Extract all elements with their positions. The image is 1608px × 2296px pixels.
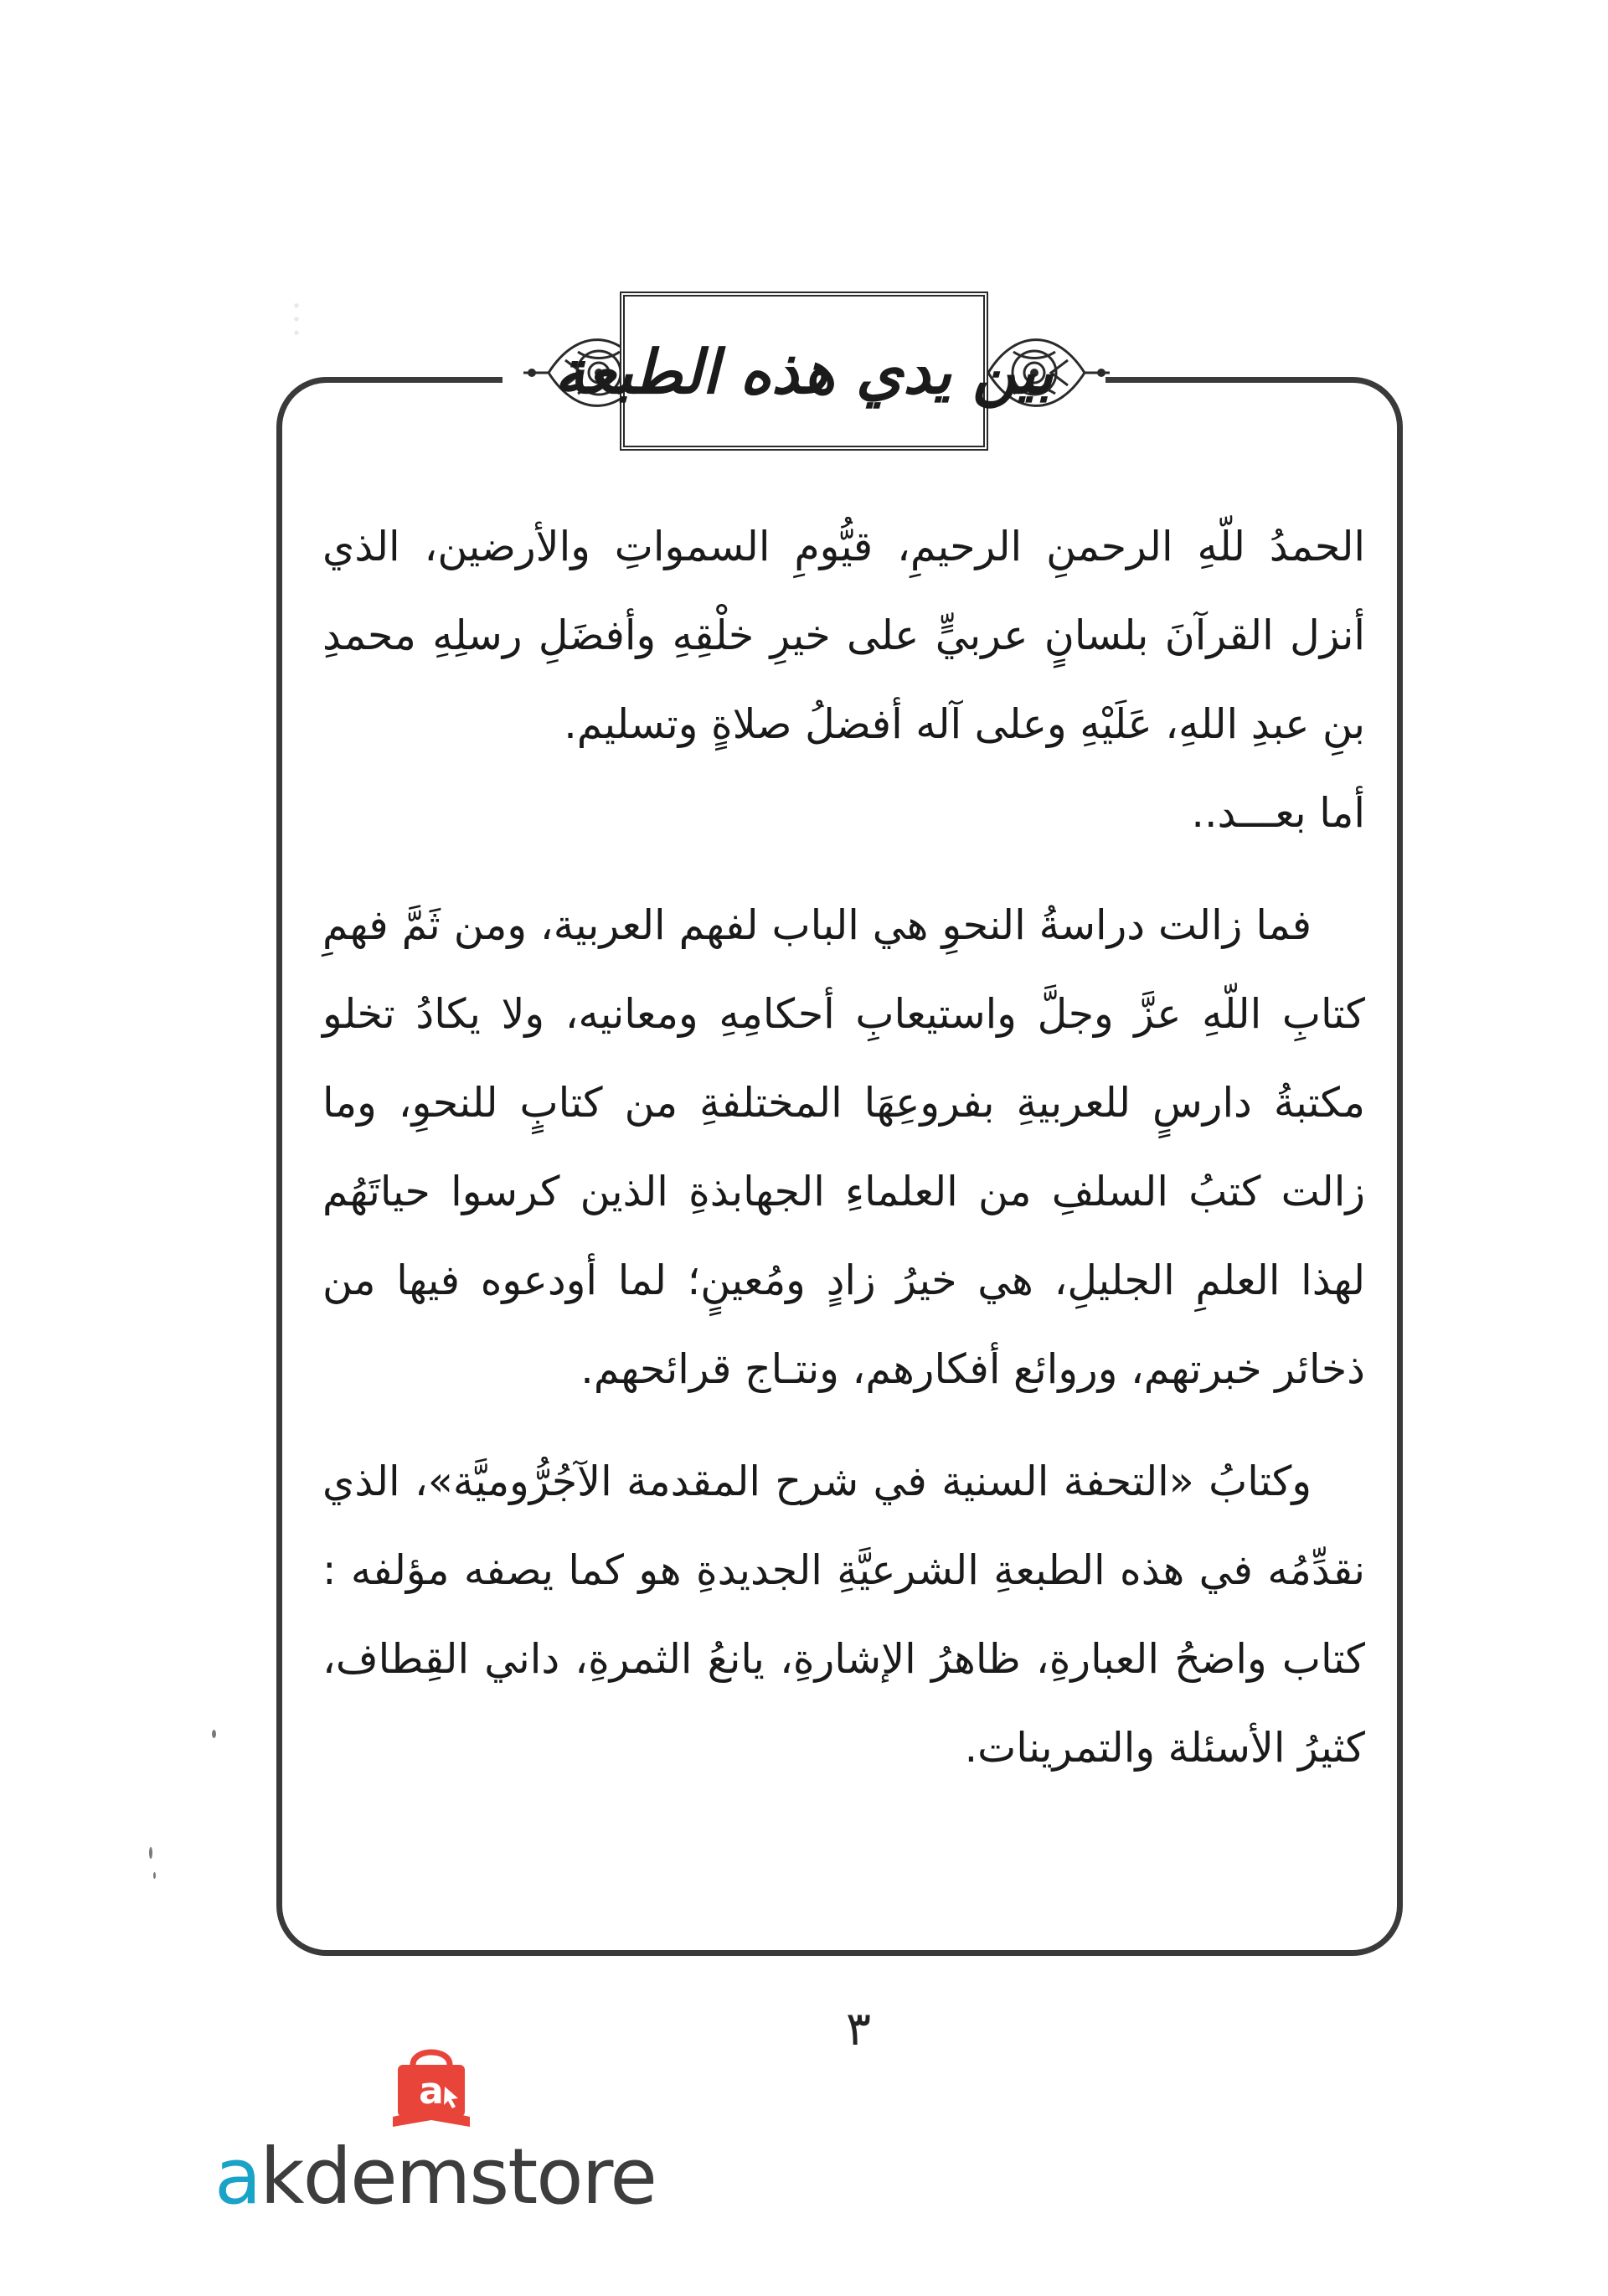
scan-speck	[153, 1872, 156, 1879]
page-title: بين يدي هذه الطبعة	[554, 335, 1054, 407]
transition-line: أما بعـــد..	[1191, 789, 1365, 837]
logo-letter-a: a	[214, 2132, 260, 2221]
opening-paragraph: الحمدُ للّهِ الرحمنِ الرحيمِ، قيُّومِ السمواتِ والأرضين، الذي أنزل القرآنَ بلسانٍ عربيٍّ على خيرِ خلْقِهِ وأفضَلِ رسلِهِ محمدِ بنِ عبدِ اللهِ، عَلَيْهِ وعلى آله أفضلُ صلاةٍ وتسليم.	[322, 523, 1365, 748]
bleed-through-text: ︙	[276, 297, 317, 344]
paragraph-grammar-study: فما زالت دراسةُ النحوِ هي الباب لفهم العربية، ومن ثَمَّ فهمِ كتابِ اللّهِ عزَّ وجلَّ واستيعابِ أحكامِهِ ومعانيه، ولا يكادُ تخلو مكتبةُ دارسٍ للعربيةِ بفروعِهَا المختلفةِ من كتابٍ للنحوِ، وما زالت كتبُ السلفِ من العلماءِ الجهابذةِ الذين كرسوا حياتَهُم لهذا العلمِ الجليلِ، هي خيرُ زادٍ ومُعينٍ؛ لما أودعوه فيها من ذخائر خبرتهم، وروائع أفكارهم، ونتـاج قرائحهم.	[322, 901, 1365, 1393]
paragraph-book-description: وكتابُ «التحفة السنية في شرح المقدمة الآجُرُّوميَّة»، الذي نقدِّمُه في هذه الطبعةِ الشرعيَّةِ الجديدةِ هو كما يصفه مؤلفه : كتاب واضحُ العبارةِ، ظاهرُ الإشارةِ، يانعُ الثمرةِ، داني القِطاف، كثيرُ الأسئلة والتمرينات.	[322, 1458, 1365, 1772]
shopping-bag-book-icon	[381, 2040, 482, 2140]
body-text	[322, 503, 1365, 1793]
title-cartouche	[554, 292, 1054, 451]
page-number: ٣	[846, 2002, 872, 2056]
store-logo	[214, 2132, 656, 2221]
logo-icon-letter: a	[419, 2070, 444, 2113]
scan-speck	[149, 1847, 152, 1859]
logo-wordmark: kdemstore	[260, 2132, 656, 2221]
scan-speck	[212, 1730, 216, 1738]
